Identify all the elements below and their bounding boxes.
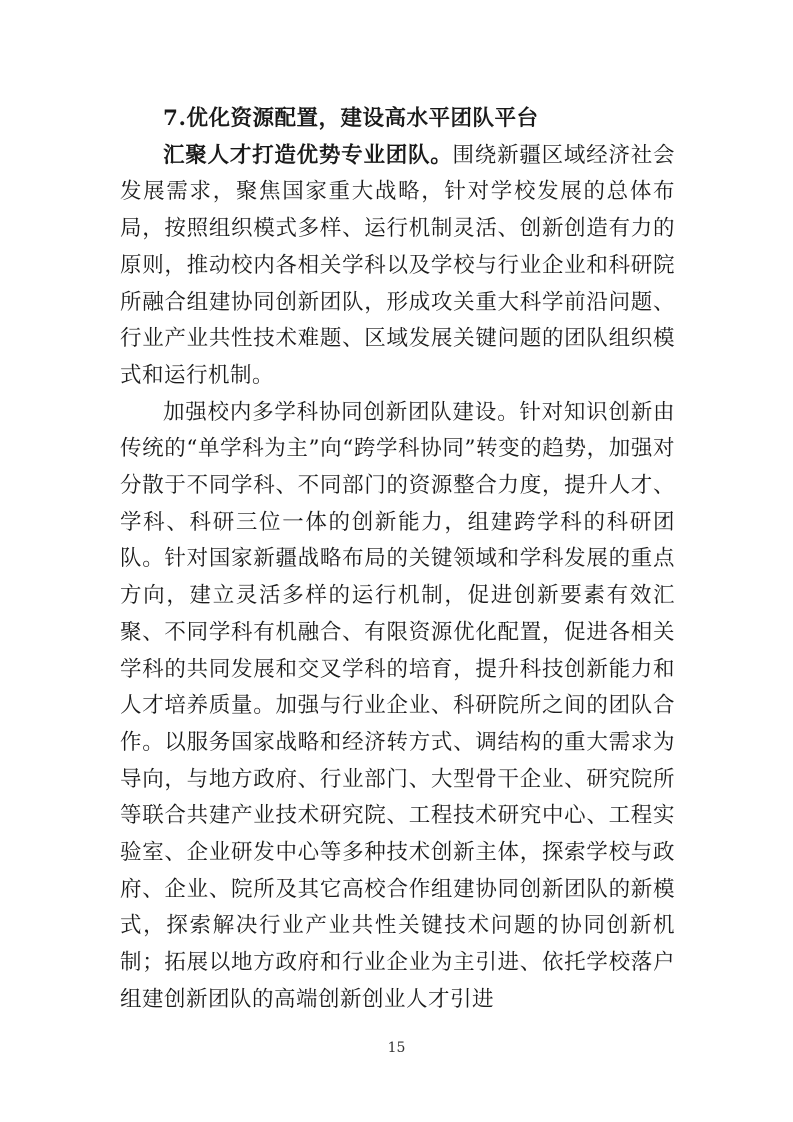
paragraph-1-lead: 汇聚人才打造优势专业团队。 <box>163 142 453 168</box>
paragraph-1 <box>120 138 675 395</box>
paragraph-1-text: 围绕新疆区域经济社会发展需求，聚焦国家重大战略，针对学校发展的总体布局，按照组织模式多样、运行机制灵活、创新创造有力的原则，推动校内各相关学科以及学校与行业企业和科研院所融合组建协同创新团队，形成攻关重大科学前沿问题、行业产业共性技术难题、区域发展关键问题的团队组织模式和运行机制。 <box>120 142 675 388</box>
paragraph-2: 加强校内多学科协同创新团队建设。针对知识创新由传统的“单学科为主”向“跨学科协同”转变的趋势，加强对分散于不同学科、不同部门的资源整合力度，提升人才、学科、科研三位一体的创新能力，组建跨学科的科研团队。针对国家新疆战略布局的关键领域和学科发展的重点方向，建立灵活多样的运行机制，促进创新要素有效汇聚、不同学科有机融合、有限资源优化配置，促进各相关学科的共同发展和交叉学科的培育，提升科技创新能力和人才培养质量。加强与行业企业、科研院所之间的团队合作。以服务国家战略和经济转方式、调结构的重大需求为导向，与地方政府、行业部门、大型骨干企业、研究院所等联合共建产业技术研究院、工程技术研究中心、工程实验室、企业研发中心等多种技术创新主体，探索学校与政府、企业、院所及其它高校合作组建协同创新团队的新模式，探索解决行业产业共性关键技术问题的协同创新机制；拓展以地方政府和行业企业为主引进、依托学校落户组建创新团队的高端创新创业人才引进 <box>120 399 675 1012</box>
body-text <box>120 101 675 1019</box>
section-heading: 7.优化资源配置，建设高水平团队平台 <box>163 106 539 131</box>
page-number: 15 <box>387 1040 406 1056</box>
